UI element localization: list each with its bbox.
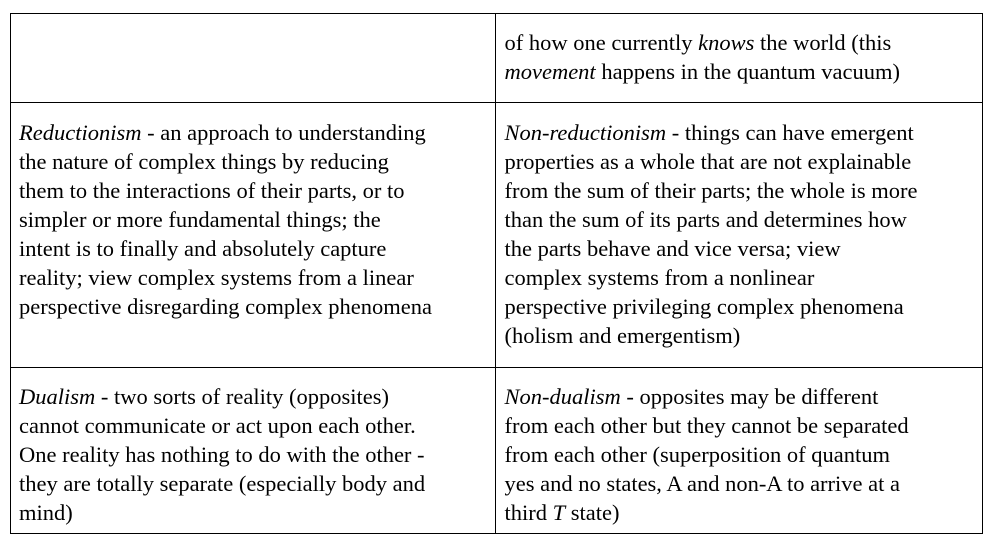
cell-text-line [19, 411, 487, 440]
text-segment: the world (this [754, 30, 892, 55]
cell-text-line [504, 440, 974, 469]
text-segment: reality; view complex systems from a linear [19, 265, 414, 290]
text-segment: - opposites may be different [620, 384, 879, 409]
cell-text-line [504, 28, 974, 57]
cell-text-line [19, 292, 487, 321]
table-row [11, 368, 983, 534]
italic-term: knows [698, 30, 755, 55]
text-segment: (holism and emergentism) [504, 323, 741, 348]
text-segment: One reality has nothing to do with the other - [19, 442, 425, 467]
text-segment: they are totally separate (especially body and [19, 471, 426, 496]
cell-text-line [504, 263, 974, 292]
text-segment: them to the interactions of their parts, or to [19, 178, 405, 203]
cell-text-line [19, 440, 487, 469]
text-segment: the parts behave and vice versa; view [504, 236, 841, 261]
text-segment: perspective disregarding complex phenomena [19, 294, 432, 319]
cell-text-line [504, 176, 974, 205]
text-segment: happens in the quantum vacuum) [595, 59, 900, 84]
italic-term: Non-dualism [504, 384, 621, 409]
cell-text-line [504, 118, 974, 147]
cell-text-line [504, 411, 974, 440]
text-segment: - an approach to understanding [141, 120, 426, 145]
cell-text-line [19, 147, 487, 176]
cell-text-line [504, 469, 974, 498]
italic-term: T [552, 500, 566, 525]
cell-text-line [504, 321, 974, 350]
cell-text-line [504, 292, 974, 321]
text-segment: intent is to finally and absolutely capture [19, 236, 387, 261]
cell-text-line [504, 234, 974, 263]
text-segment: the nature of complex things by reducing [19, 149, 389, 174]
cell-text-line [19, 263, 487, 292]
table-row [11, 103, 983, 368]
table-row [11, 14, 983, 103]
text-segment: third [504, 500, 553, 525]
text-segment: cannot communicate or act upon each other. [19, 413, 416, 438]
cell-text-line [504, 205, 974, 234]
text-segment: yes and no states, A and non-A to arrive at a [504, 471, 900, 496]
table-cell [496, 103, 983, 368]
text-segment: mind) [19, 500, 73, 525]
cell-text-line [19, 234, 487, 263]
italic-term: Non-reductionism [504, 120, 667, 145]
table-cell [496, 368, 983, 534]
cell-text-line [504, 57, 974, 86]
italic-term: Reductionism [19, 120, 142, 145]
table-cell [11, 103, 496, 368]
table-cell [11, 368, 496, 534]
cell-text-line [19, 469, 487, 498]
text-segment: simpler or more fundamental things; the [19, 207, 381, 232]
cell-text-line [19, 176, 487, 205]
text-segment: - two sorts of reality (opposites) [95, 384, 389, 409]
table-cell [496, 14, 983, 103]
cell-text-line [19, 118, 487, 147]
text-segment: from the sum of their parts; the whole is more [504, 178, 918, 203]
text-segment: properties as a whole that are not explainable [504, 149, 912, 174]
table-cell [11, 14, 496, 103]
cell-text-line [19, 498, 487, 527]
text-segment: than the sum of its parts and determines how [504, 207, 907, 232]
text-segment: - things can have emergent [666, 120, 914, 145]
italic-term: Dualism [19, 384, 96, 409]
cell-text-line [19, 205, 487, 234]
text-segment: perspective privileging complex phenomena [504, 294, 904, 319]
italic-term: movement [504, 59, 596, 84]
comparison-table [10, 13, 983, 534]
text-segment: of how one currently [504, 30, 699, 55]
text-segment: complex systems from a nonlinear [504, 265, 815, 290]
text-segment: state) [565, 500, 620, 525]
cell-text-line [504, 382, 974, 411]
cell-text-line [504, 498, 974, 527]
text-segment: from each other but they cannot be separated [504, 413, 909, 438]
cell-text-line [504, 147, 974, 176]
text-segment: from each other (superposition of quantum [504, 442, 890, 467]
cell-text-line [19, 382, 487, 411]
